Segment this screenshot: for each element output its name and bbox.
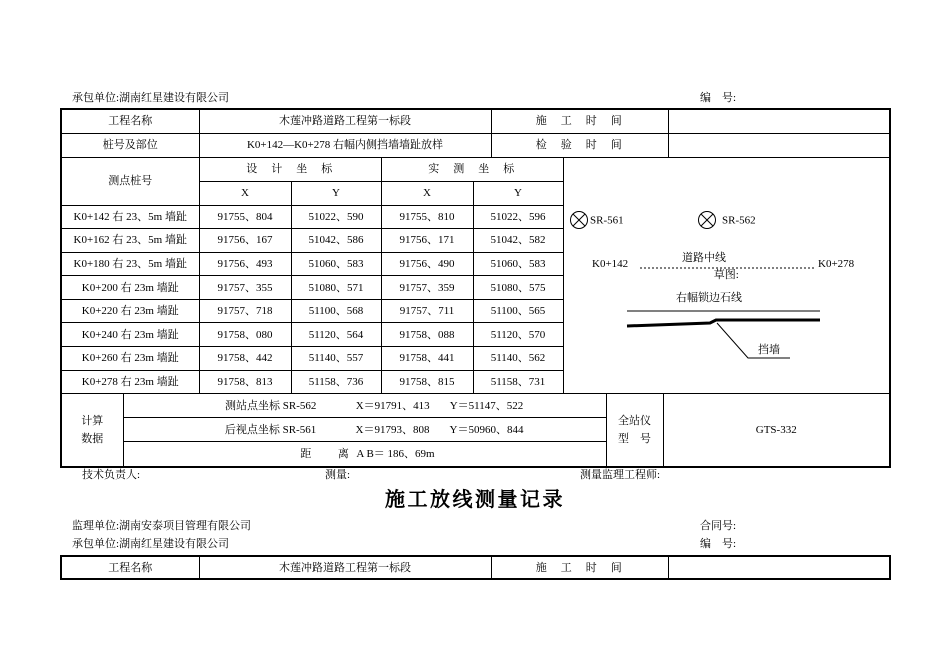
survey-point-icon [699,212,716,229]
point-station-cell: K0+278 右 23m 墙趾 [61,370,199,394]
measured-x-cell: 91757、711 [381,299,473,323]
distance-cell [123,442,606,467]
sketch-label: 草图: [713,269,739,282]
serial-number-label-2: 编 号: [700,538,737,550]
project-name-value: 木莲冲路道路工程第一标段 [199,109,491,133]
measured-y-cell: 51080、575 [473,276,563,300]
project-name-label: 工程名称 [61,109,199,133]
end-station-label: K0+278 [818,258,855,270]
contractor-line: 承包单位:湖南红星建设有限公司 [72,92,230,104]
point-station-cell: K0+220 右 23m 墙趾 [61,299,199,323]
construction-time-value [668,109,890,133]
station-part-label: 桩号及部位 [61,133,199,157]
design-x-cell: 91758、442 [199,347,291,371]
calc-data-label [61,394,123,467]
second-construction-time-value [668,556,890,579]
design-y-cell: 51140、557 [291,347,381,371]
start-station-label: K0+142 [592,258,629,270]
point-station-cell: K0+180 右 23、5m 墙趾 [61,252,199,276]
design-x-cell: 91756、493 [199,252,291,276]
design-y-header: Y [291,181,381,205]
design-x-cell: 91757、718 [199,299,291,323]
design-x-cell: 91758、080 [199,323,291,347]
measured-x-cell: 91756、490 [381,252,473,276]
calc-label-line1: 计算 [81,415,104,427]
supervisor-line: 监理单位:湖南安泰项目管理有限公司 [72,520,252,532]
second-project-name-value: 木莲冲路道路工程第一标段 [199,556,491,579]
measured-x-header: X [381,181,473,205]
page-title: 施工放线测量记录 [385,489,565,511]
second-construction-time-label: 施 工 时 间 [491,556,668,579]
station-point-y: Y＝51147、522 [449,399,524,412]
design-y-cell: 51120、564 [291,323,381,347]
point-label-a: SR-561 [590,214,624,227]
technical-lead-label: 技术负责人: [82,469,141,481]
centerline-label: 道路中线 [682,252,726,264]
backsight-point-cell [123,418,606,442]
distance-value: A B＝ 186、69m [356,448,435,460]
instrument-model: GTS-332 [663,394,890,467]
measured-y-cell: 51042、582 [473,229,563,253]
design-x-cell: 91755、804 [199,205,291,229]
design-y-cell: 51060、583 [291,252,381,276]
design-y-cell: 51022、590 [291,205,381,229]
second-project-row [61,556,890,579]
measured-y-cell: 51060、583 [473,252,563,276]
measured-x-cell: 91758、441 [381,347,473,371]
inspection-time-value [668,133,890,157]
serial-number-label: 编 号: [700,92,737,104]
design-x-header: X [199,181,291,205]
contract-number-label: 合同号: [700,520,737,532]
retaining-wall-line [627,320,820,326]
design-y-cell: 51042、586 [291,229,381,253]
measured-x-cell: 91755、810 [381,205,473,229]
design-x-cell: 91758、813 [199,370,291,394]
survey-point-icon [571,212,588,229]
station-point-x: X＝91791、413 [355,399,430,412]
measured-y-cell: 51100、565 [473,299,563,323]
instrument-label-line1: 全站仪 [618,415,651,427]
calc-station-row [61,394,890,418]
retaining-wall-label: 挡墙 [758,344,780,356]
point-station-cell: K0+142 右 23、5m 墙趾 [61,205,199,229]
distance-label: 距 离 [300,448,351,460]
supervising-engineer-label: 测量监理工程师: [580,469,661,481]
station-point-cell [123,394,606,418]
backsight-point-y: Y＝50960、844 [449,423,524,436]
second-project-name-label: 工程名称 [61,556,199,579]
design-x-cell: 91756、167 [199,229,291,253]
instrument-label [606,394,663,467]
point-station-cell: K0+260 右 23m 墙趾 [61,347,199,371]
inspection-time-label: 检 验 时 间 [491,133,668,157]
measured-y-cell: 51022、596 [473,205,563,229]
point-station-cell: K0+240 右 23m 墙趾 [61,323,199,347]
measured-x-cell: 91758、088 [381,323,473,347]
instrument-label-line2: 型 号 [618,433,651,445]
design-y-cell: 51158、736 [291,370,381,394]
point-station-cell: K0+200 右 23m 墙趾 [61,276,199,300]
calc-label-line2: 数据 [81,433,104,445]
station-point-label: 测站点坐标 SR-562 [225,399,317,412]
measured-coord-header: 实 测 坐 标 [381,157,563,181]
design-y-cell: 51080、571 [291,276,381,300]
backsight-point-label: 后视点坐标 SR-561 [224,423,317,436]
measured-x-cell: 91757、359 [381,276,473,300]
surveyor-label: 测量: [325,469,351,481]
point-station-header: 测点桩号 [61,157,199,205]
design-x-cell: 91757、355 [199,276,291,300]
station-part-row [61,133,890,157]
design-coord-header: 设 计 坐 标 [199,157,381,181]
station-part-value: K0+142—K0+278 右幅内侧挡墙墙趾放样 [199,133,491,157]
project-name-row [61,109,890,133]
measured-y-header: Y [473,181,563,205]
second-record-table [60,555,891,580]
measured-x-cell: 91756、171 [381,229,473,253]
measured-y-cell: 51120、570 [473,323,563,347]
layout-sketch [562,156,889,393]
measured-x-cell: 91758、815 [381,370,473,394]
backsight-point-x: X＝91793、808 [355,423,430,436]
point-station-cell: K0+162 右 23、5m 墙趾 [61,229,199,253]
construction-time-label: 施 工 时 间 [491,109,668,133]
measured-y-cell: 51158、731 [473,370,563,394]
design-y-cell: 51100、568 [291,299,381,323]
measured-y-cell: 51140、562 [473,347,563,371]
point-label-b: SR-562 [722,214,756,227]
contractor-line-2: 承包单位:湖南红星建设有限公司 [72,538,230,550]
curb-line-label: 右幅锁边石线 [676,292,742,304]
